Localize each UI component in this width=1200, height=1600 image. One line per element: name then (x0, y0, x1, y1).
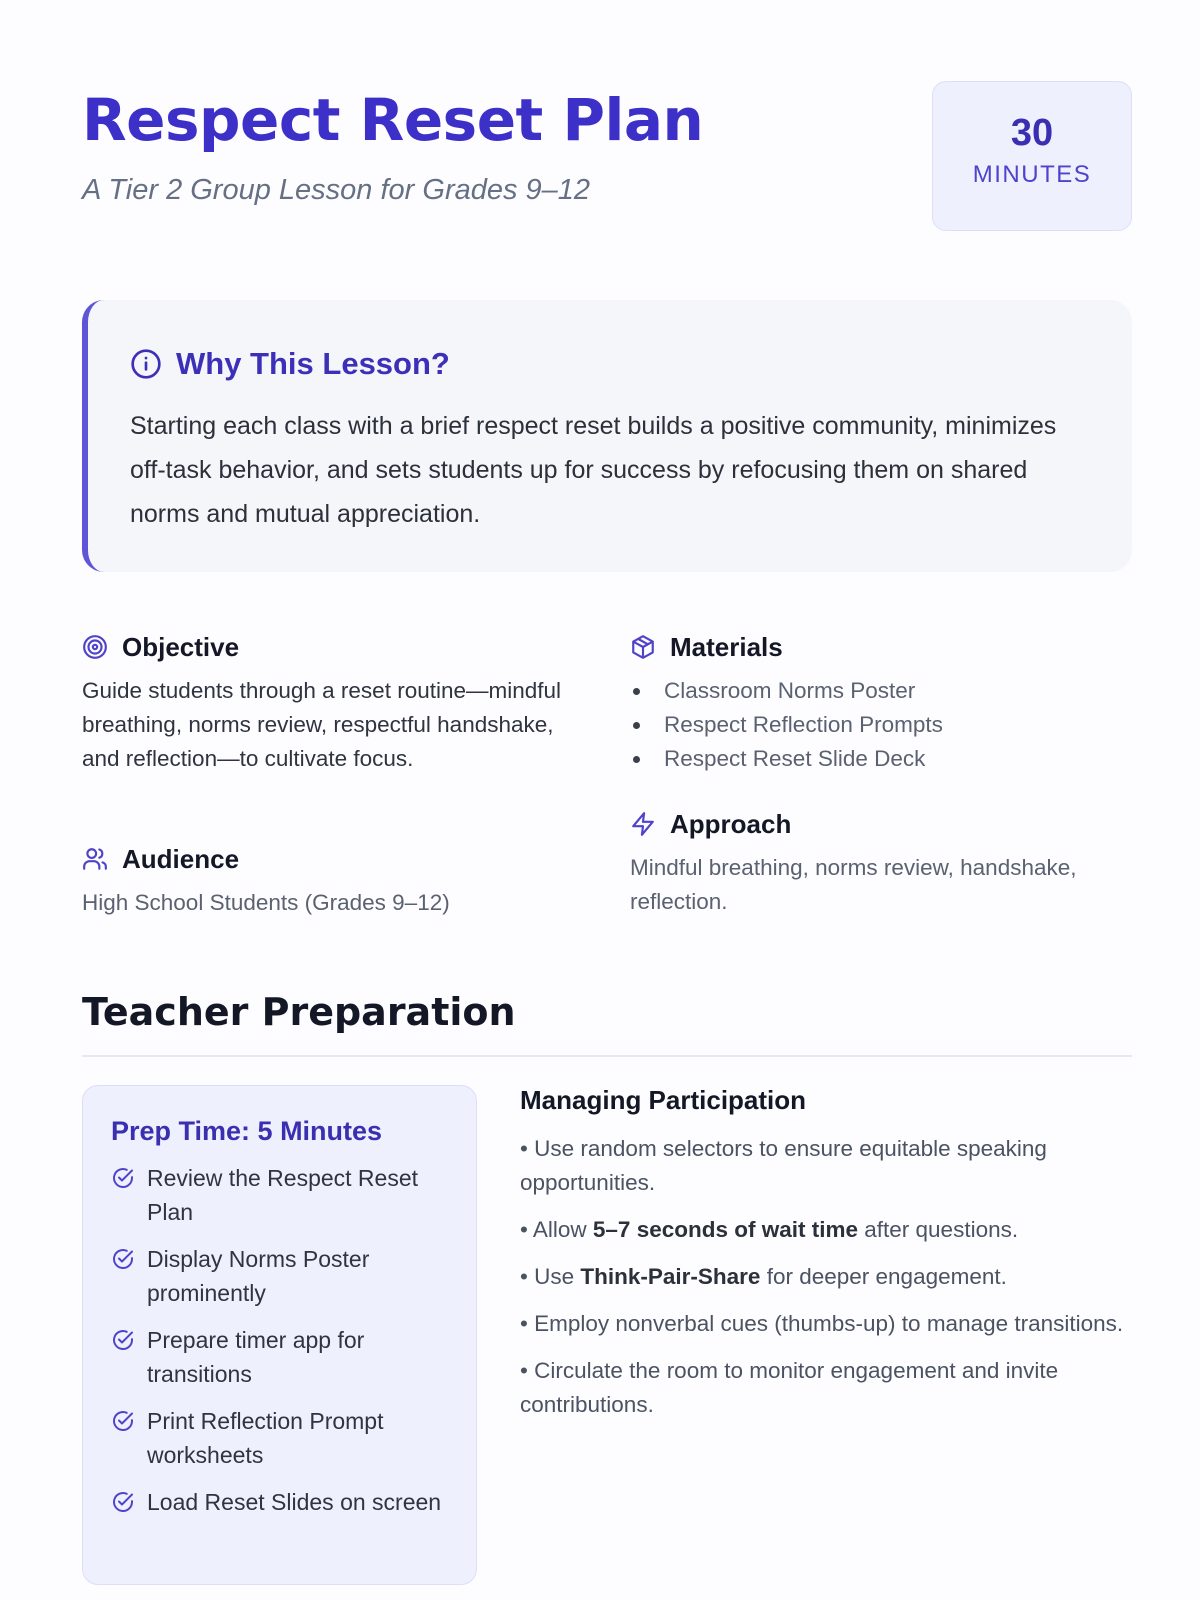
teacher-prep-title: Teacher Preparation (82, 990, 516, 1034)
audience-body: High School Students (Grades 9–12) (82, 890, 450, 915)
duration-badge (932, 81, 1132, 231)
why-callout (82, 300, 1132, 572)
approach-section (630, 807, 1132, 919)
header (82, 78, 1132, 238)
target-icon (82, 634, 108, 660)
checklist-item (111, 1404, 450, 1472)
check-circle-icon (111, 1328, 135, 1352)
checklist-text: Display Norms Poster prominently (147, 1246, 370, 1306)
page-subtitle: A Tier 2 Group Lesson for Grades 9–12 (82, 174, 591, 206)
item-text: for deeper engagement. (760, 1264, 1007, 1289)
approach-body: Mindful breathing, norms review, handshake, reflection. (630, 855, 1077, 914)
prep-checklist (111, 1161, 450, 1519)
prep-title: Prep Time: 5 Minutes (111, 1116, 383, 1146)
prep-card (82, 1085, 477, 1585)
item-text: • Allow (520, 1217, 593, 1242)
materials-title: Materials (670, 631, 783, 662)
item-text: • Employ nonverbal cues (thumbs-up) to manage transitions. (520, 1311, 1124, 1336)
list-item (520, 1260, 1132, 1294)
checklist-item (111, 1485, 450, 1519)
users-icon (82, 846, 108, 872)
audience-title: Audience (122, 843, 240, 874)
check-circle-icon (111, 1490, 135, 1514)
checklist-item (111, 1161, 450, 1229)
materials-heading (630, 630, 1132, 664)
managing-participation (520, 1085, 1132, 1435)
why-title: Why This Lesson? (176, 346, 450, 381)
info-icon (130, 348, 162, 380)
approach-title: Approach (670, 808, 792, 839)
check-circle-icon (111, 1409, 135, 1433)
list-item (520, 1132, 1132, 1200)
managing-list (520, 1132, 1132, 1422)
objective-section (82, 630, 572, 776)
item-text: • Use random selectors to ensure equitable speaking opportunities. (520, 1136, 1047, 1195)
objective-title: Objective (122, 631, 240, 662)
list-item: Classroom Norms Poster (630, 674, 1132, 708)
item-text: • Use (520, 1264, 581, 1289)
list-item: Respect Reflection Prompts (630, 708, 1132, 742)
audience-section (82, 842, 572, 920)
checklist-text: Prepare timer app for transitions (147, 1327, 365, 1387)
list-item (520, 1307, 1132, 1341)
section-divider (82, 1055, 1132, 1057)
checklist-text: Load Reset Slides on screen (147, 1489, 442, 1515)
page-title: Respect Reset Plan (82, 86, 704, 154)
lightning-icon (630, 811, 656, 837)
audience-heading (82, 842, 572, 876)
checklist-text: Review the Respect Reset Plan (147, 1165, 419, 1225)
list-item (520, 1213, 1132, 1247)
objective-heading (82, 630, 572, 664)
checklist-item (111, 1323, 450, 1391)
duration-unit: MINUTES (972, 161, 1092, 188)
managing-title: Managing Participation (520, 1085, 807, 1115)
duration-value: 30 (1010, 112, 1054, 154)
materials-list (630, 674, 1132, 776)
item-emphasis: 5–7 seconds of wait time (592, 1217, 858, 1242)
checklist-item (111, 1242, 450, 1310)
package-icon (630, 634, 656, 660)
materials-section (630, 630, 1132, 776)
approach-heading (630, 807, 1132, 841)
why-heading (130, 346, 450, 382)
why-body: Starting each class with a brief respect reset builds a positive community, minimizes off-task behavior, and sets students up for success by refocusing them on shared norms and mutual appreciation. (130, 412, 1057, 528)
list-item: Respect Reset Slide Deck (630, 742, 1132, 776)
objective-body: Guide students through a reset routine—mindful breathing, norms review, respectful handshake, and reflection—to cultivate focus. (82, 678, 562, 771)
item-text: • Circulate the room to monitor engagement and invite contributions. (520, 1358, 1059, 1417)
check-circle-icon (111, 1247, 135, 1271)
item-text: after questions. (858, 1217, 1019, 1242)
list-item (520, 1354, 1132, 1422)
checklist-text: Print Reflection Prompt worksheets (147, 1408, 384, 1468)
check-circle-icon (111, 1166, 135, 1190)
item-emphasis: Think-Pair-Share (580, 1264, 761, 1289)
